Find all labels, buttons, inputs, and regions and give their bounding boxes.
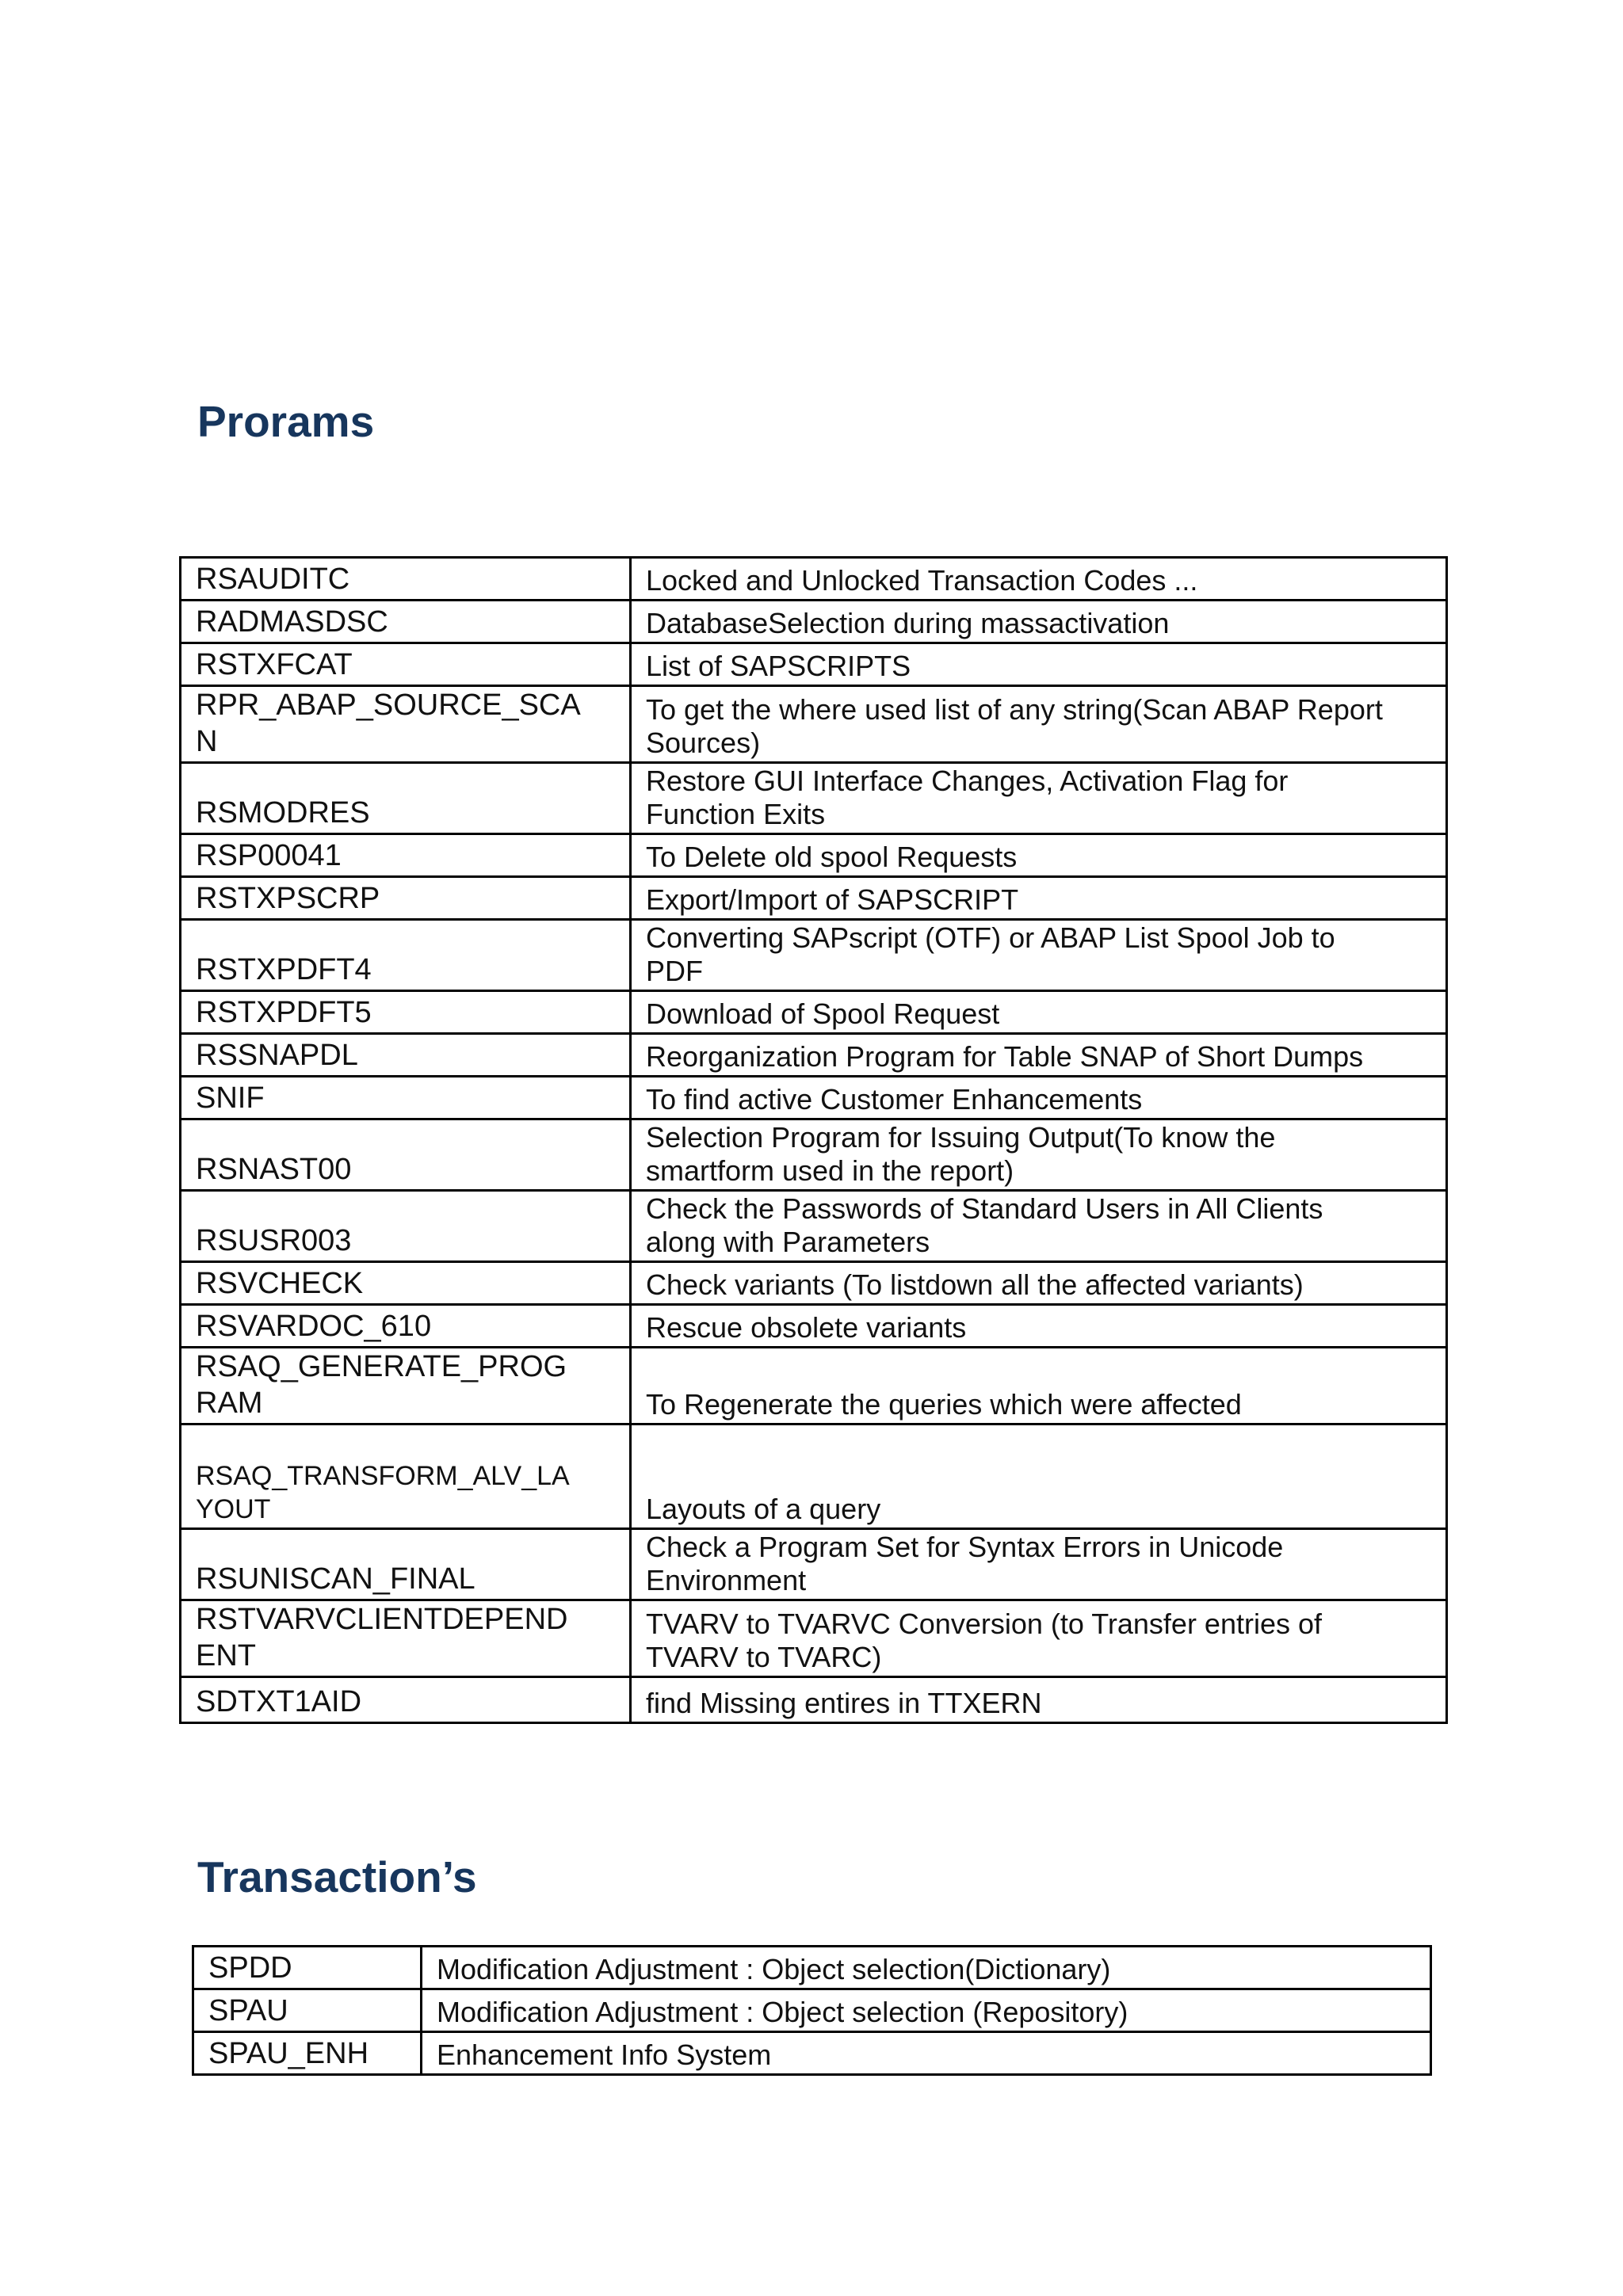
transactions-heading: Transaction’s (197, 1852, 477, 1901)
programs-description-cell: find Missing entires in TTXERN (631, 1677, 1447, 1723)
programs-description-cell: List of SAPSCRIPTS (631, 643, 1447, 686)
programs-row (181, 1191, 1447, 1262)
programs-description-cell: Locked and Unlocked Transaction Codes ... (631, 558, 1447, 601)
programs-row (181, 1677, 1447, 1723)
programs-description-cell: Restore GUI Interface Changes, Activation Flag for Function Exits (631, 763, 1447, 834)
programs-code-cell: RSTXPDFT4 (181, 920, 631, 991)
programs-row (181, 877, 1447, 920)
programs-description-cell: Reorganization Program for Table SNAP of Short Dumps (631, 1034, 1447, 1077)
programs-row (181, 1262, 1447, 1305)
transactions-table (192, 1945, 1432, 2076)
programs-row (181, 686, 1447, 763)
programs-description-cell: Check a Program Set for Syntax Errors in Unicode Environment (631, 1529, 1447, 1600)
programs-code-cell: RSUSR003 (181, 1191, 631, 1262)
programs-description-cell: Layouts of a query (631, 1425, 1447, 1529)
programs-description-cell: Check variants (To listdown all the affected variants) (631, 1262, 1447, 1305)
programs-row (181, 1348, 1447, 1425)
programs-row (181, 1077, 1447, 1119)
transactions-code-cell: SPDD (193, 1947, 422, 1989)
programs-code-cell: RSAQ_GENERATE_PROG RAM (181, 1348, 631, 1425)
transactions-code-cell: SPAU (193, 1989, 422, 2032)
programs-code-cell: SDTXT1AID (181, 1677, 631, 1723)
programs-row (181, 643, 1447, 686)
programs-row (181, 920, 1447, 991)
programs-code-cell: RPR_ABAP_SOURCE_SCA N (181, 686, 631, 763)
programs-code-cell: RSTXPDFT5 (181, 991, 631, 1034)
transactions-row (193, 1989, 1431, 2032)
programs-description-cell: Converting SAPscript (OTF) or ABAP List Spool Job to PDF (631, 920, 1447, 991)
programs-description-cell: Export/Import of SAPSCRIPT (631, 877, 1447, 920)
programs-description-cell: Selection Program for Issuing Output(To know the smartform used in the report) (631, 1119, 1447, 1191)
programs-description-cell: Download of Spool Request (631, 991, 1447, 1034)
transactions-description-cell: Modification Adjustment : Object selection (Repository) (422, 1989, 1431, 2032)
programs-description-cell: Check the Passwords of Standard Users in All Clients along with Parameters (631, 1191, 1447, 1262)
programs-description-cell: To Delete old spool Requests (631, 834, 1447, 877)
programs-row (181, 1600, 1447, 1677)
transactions-code-cell: SPAU_ENH (193, 2032, 422, 2075)
programs-row (181, 1034, 1447, 1077)
programs-code-cell: RSNAST00 (181, 1119, 631, 1191)
programs-description-cell: To get the where used list of any string(Scan ABAP Report Sources) (631, 686, 1447, 763)
programs-row (181, 1425, 1447, 1529)
transactions-row (193, 2032, 1431, 2075)
programs-row (181, 763, 1447, 834)
programs-table (179, 556, 1448, 1724)
programs-code-cell: RSVCHECK (181, 1262, 631, 1305)
programs-code-cell: RSTVARVCLIENTDEPEND ENT (181, 1600, 631, 1677)
transactions-description-cell: Enhancement Info System (422, 2032, 1431, 2075)
programs-heading: Prorams (197, 397, 375, 446)
programs-description-cell: TVARV to TVARVC Conversion (to Transfer entries of TVARV to TVARC) (631, 1600, 1447, 1677)
programs-code-cell: RSTXPSCRP (181, 877, 631, 920)
programs-code-cell: RSVARDOC_610 (181, 1305, 631, 1348)
programs-description-cell: DatabaseSelection during massactivation (631, 601, 1447, 643)
programs-row (181, 991, 1447, 1034)
programs-row (181, 558, 1447, 601)
programs-code-cell: RSSNAPDL (181, 1034, 631, 1077)
programs-code-cell: RADMASDSC (181, 601, 631, 643)
programs-row (181, 601, 1447, 643)
programs-code-cell: RSP00041 (181, 834, 631, 877)
programs-description-cell: Rescue obsolete variants (631, 1305, 1447, 1348)
programs-code-cell: RSMODRES (181, 763, 631, 834)
programs-description-cell: To find active Customer Enhancements (631, 1077, 1447, 1119)
programs-code-cell: RSTXFCAT (181, 643, 631, 686)
programs-row (181, 1119, 1447, 1191)
programs-description-cell: To Regenerate the queries which were affected (631, 1348, 1447, 1425)
transactions-row (193, 1947, 1431, 1989)
programs-code-cell: RSUNISCAN_FINAL (181, 1529, 631, 1600)
transactions-description-cell: Modification Adjustment : Object selection(Dictionary) (422, 1947, 1431, 1989)
programs-code-cell: RSAQ_TRANSFORM_ALV_LA YOUT (181, 1425, 631, 1529)
programs-row (181, 1529, 1447, 1600)
programs-row (181, 1305, 1447, 1348)
programs-code-cell: RSAUDITC (181, 558, 631, 601)
programs-code-cell: SNIF (181, 1077, 631, 1119)
programs-row (181, 834, 1447, 877)
